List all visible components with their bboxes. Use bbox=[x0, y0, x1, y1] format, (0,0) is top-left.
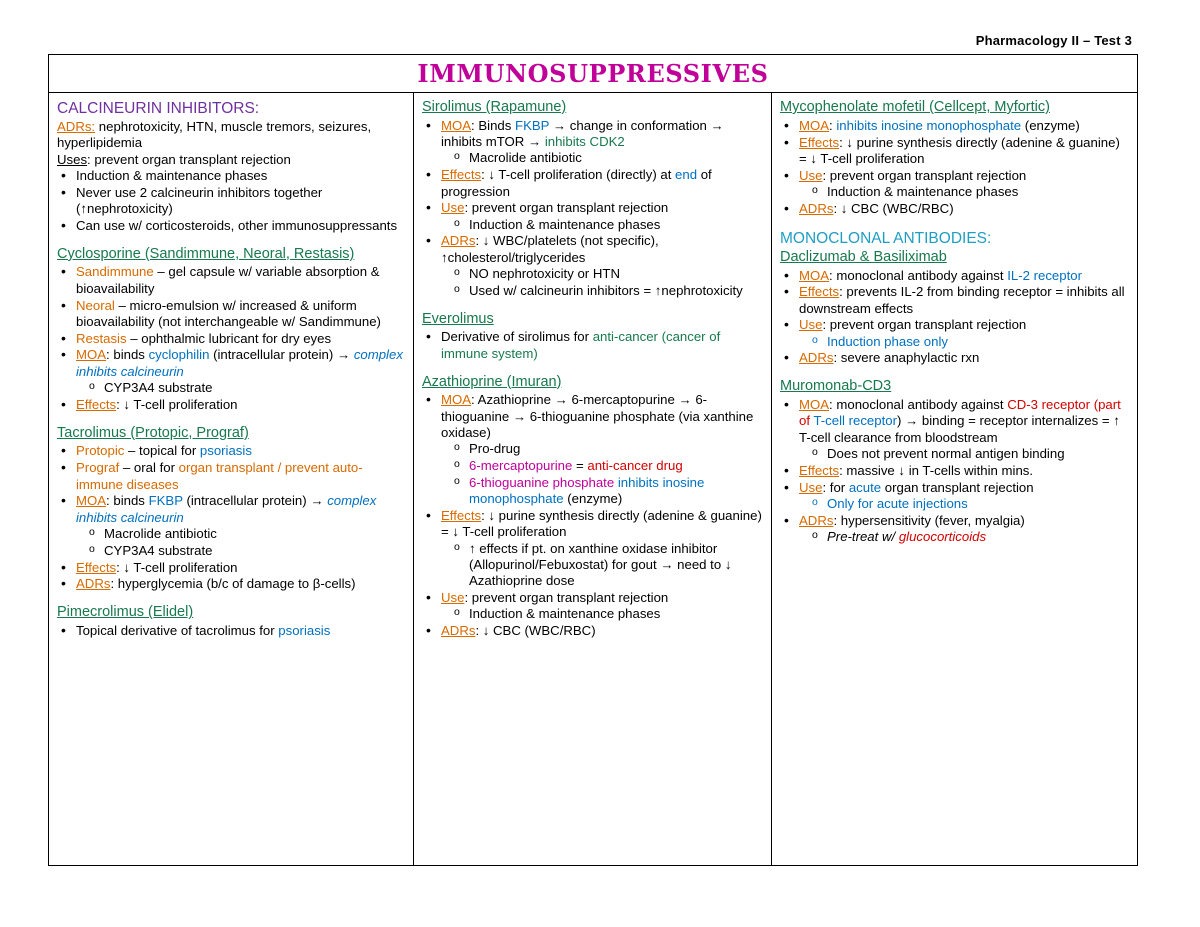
moa-text-d: T-cell receptor bbox=[813, 413, 897, 429]
drug-name-muromonab: Muromonab-CD3 bbox=[780, 378, 892, 395]
uses-label: Uses bbox=[57, 151, 88, 167]
moa-text: : Azathioprine → 6-mercaptopurine → 6-thioguanine → 6-thioguanine phosphate (via xanthine oxidase) bbox=[441, 392, 754, 440]
moa-text-a: : monoclonal antibody against bbox=[829, 267, 1008, 283]
moa-label: MOA bbox=[799, 117, 830, 133]
moa-sub3-a: 6-thioguanine phosphate bbox=[469, 474, 615, 490]
use-text-c: organ transplant rejection bbox=[881, 479, 1034, 495]
moa-label: MOA bbox=[799, 397, 830, 413]
effects-hl: end bbox=[675, 167, 698, 183]
list-item bbox=[76, 443, 405, 459]
moa-sublist bbox=[441, 150, 763, 166]
use-sublist bbox=[799, 184, 1129, 200]
effects-text: : ↓ T-cell proliferation bbox=[116, 396, 238, 412]
list-item bbox=[469, 458, 763, 474]
brand-protopic: Protopic bbox=[76, 443, 125, 459]
drug-name-sirolimus: Sirolimus (Rapamune) bbox=[422, 99, 567, 115]
adrs-label: ADRs: bbox=[57, 119, 96, 135]
effects-text: : prevents IL-2 from binding receptor = inhibits all downstream effects bbox=[799, 284, 1125, 316]
moa-text-a: : monoclonal antibody against bbox=[829, 397, 1008, 413]
moa-target: cyclophilin bbox=[148, 347, 210, 363]
moa-sublist bbox=[799, 446, 1129, 462]
moa-target: FKBP bbox=[515, 117, 550, 133]
use-label: Use bbox=[799, 317, 823, 333]
column-monoclonal-antibodies bbox=[772, 93, 1137, 865]
moa-target: IL-2 receptor bbox=[1007, 267, 1082, 283]
use-sublist bbox=[441, 606, 763, 622]
list-item bbox=[799, 268, 1129, 284]
drug-name-tacrolimus: Tacrolimus (Protopic, Prograf) bbox=[57, 424, 249, 441]
calcineurin-uses-bullets bbox=[57, 168, 405, 234]
list-item: o CYP3A4 substrate bbox=[104, 380, 405, 396]
moa-label: MOA bbox=[441, 117, 472, 133]
list-item bbox=[441, 623, 763, 639]
effects-text-c: of progression bbox=[441, 167, 712, 199]
list-item bbox=[441, 167, 763, 200]
list-item: o ↑ effects if pt. on xanthine oxidase inhibitor (Allopurinol/Febuxostat) for gout → need to ↓ Azathioprine dose bbox=[469, 541, 763, 590]
everolimus-bullets bbox=[422, 329, 763, 362]
adrs-text: : hypersensitivity (fever, myalgia) bbox=[833, 512, 1025, 528]
brand-prograf: Prograf bbox=[76, 460, 120, 476]
list-item bbox=[799, 463, 1129, 479]
list-item: o Macrolide antibiotic bbox=[469, 150, 763, 166]
list-item bbox=[441, 233, 763, 299]
content-table bbox=[48, 54, 1138, 866]
brand-prograf-hl: organ transplant / prevent auto-immune diseases bbox=[76, 460, 363, 492]
moa-label: MOA bbox=[799, 267, 830, 283]
list-item bbox=[799, 168, 1129, 201]
effects-label: Effects bbox=[799, 134, 840, 150]
brand-neoral: Neoral bbox=[76, 297, 115, 313]
list-item: • Never use 2 calcineurin inhibitors together (↑nephrotoxicity) bbox=[76, 185, 405, 218]
calcineurin-uses bbox=[57, 152, 405, 168]
cyclosporine-bullets bbox=[57, 264, 405, 413]
effects-text: : ↓ purine synthesis directly (adenine & guanine) = ↓ T-cell proliferation bbox=[799, 134, 1120, 166]
use-sublist bbox=[441, 217, 763, 233]
list-item bbox=[469, 475, 763, 508]
adrs-sublist bbox=[799, 529, 1129, 545]
sirolimus-bullets bbox=[422, 118, 763, 299]
use-hl: acute bbox=[848, 479, 882, 495]
list-item: o Induction & maintenance phases bbox=[469, 606, 763, 622]
effects-label: Effects bbox=[799, 462, 840, 478]
brand-protopic-text: – topical for bbox=[124, 443, 200, 459]
list-item bbox=[441, 118, 763, 167]
list-item: o Pro-drug bbox=[469, 441, 763, 457]
list-item: o Does not prevent normal antigen binding bbox=[827, 446, 1129, 462]
pimecrolimus-text: Topical derivative of tacrolimus for bbox=[76, 622, 279, 638]
adrs-sub-a: Pre-treat w/ bbox=[827, 528, 899, 544]
list-item bbox=[799, 201, 1129, 217]
page-header-label: Pharmacology II – Test 3 bbox=[975, 33, 1132, 48]
adrs-label: ADRs bbox=[799, 350, 834, 366]
muromonab-bullets bbox=[780, 397, 1129, 545]
effects-text-a: : ↓ T-cell proliferation (directly) at bbox=[481, 167, 676, 183]
moa-text-c: (intracellular protein) → bbox=[209, 347, 351, 363]
use-text-a: : for bbox=[822, 479, 849, 495]
moa-label: MOA bbox=[76, 493, 107, 509]
moa-text-c: (enzyme) bbox=[1021, 117, 1080, 133]
list-item bbox=[76, 347, 405, 396]
list-item bbox=[799, 135, 1129, 168]
moa-label: MOA bbox=[76, 347, 107, 363]
moa-sub3-c: (enzyme) bbox=[563, 491, 623, 507]
adrs-text: : ↓ CBC (WBC/RBC) bbox=[475, 623, 596, 638]
adrs-label: ADRs bbox=[799, 200, 834, 216]
uses-text: : prevent organ transplant rejection bbox=[87, 151, 291, 167]
use-text: : prevent organ transplant rejection bbox=[464, 200, 669, 216]
pimecrolimus-hl: psoriasis bbox=[278, 622, 331, 638]
adrs-text: : hyperglycemia (b/c of damage to β-cells) bbox=[110, 576, 356, 592]
list-item bbox=[76, 493, 405, 559]
effects-sublist bbox=[441, 541, 763, 590]
effects-label: Effects bbox=[799, 284, 840, 300]
list-item bbox=[799, 118, 1129, 134]
list-item: o CYP3A4 substrate bbox=[104, 543, 405, 559]
drug-name-daclizumab: Daclizumab & Basiliximab bbox=[780, 248, 947, 265]
list-item bbox=[799, 397, 1129, 462]
mycophenolate-bullets bbox=[780, 118, 1129, 217]
moa-sublist bbox=[76, 526, 405, 559]
list-item bbox=[76, 560, 405, 576]
everolimus-text: Derivative of sirolimus for bbox=[441, 329, 593, 345]
adrs-text: : ↓ CBC (WBC/RBC) bbox=[833, 200, 954, 216]
adrs-label: ADRs bbox=[799, 512, 834, 528]
moa-sublist bbox=[76, 380, 405, 396]
drug-name-mycophenolate: Mycophenolate mofetil (Cellcept, Myfortic) bbox=[780, 99, 1050, 115]
list-item bbox=[799, 480, 1129, 513]
column-mtor-antimetabolites bbox=[414, 93, 772, 865]
moa-text-c: → change in conformation → inhibits mTOR → bbox=[441, 117, 724, 150]
moa-text-d: complex inhibits calcineurin bbox=[76, 347, 403, 379]
moa-label: MOA bbox=[441, 392, 472, 408]
adrs-label: ADRs bbox=[441, 233, 476, 249]
effects-label: Effects bbox=[441, 167, 482, 183]
adrs-text: : ↓ WBC/platelets (not specific), ↑cholesterol/triglycerides bbox=[441, 233, 659, 265]
moa-text-c: (intracellular protein) → bbox=[182, 493, 324, 509]
brand-prograf-text: – oral for bbox=[119, 460, 179, 476]
brand-sandimmune: Sandimmune bbox=[76, 264, 154, 280]
list-item bbox=[799, 317, 1129, 350]
brand-protopic-hl: psoriasis bbox=[199, 443, 252, 459]
brand-sandimmune-text: – gel capsule w/ variable absorption & bioavailability bbox=[76, 264, 380, 296]
brand-restasis-text: – ophthalmic lubricant for dry eyes bbox=[126, 330, 332, 346]
moa-target: FKBP bbox=[148, 493, 183, 509]
effects-text: : ↓ T-cell proliferation bbox=[116, 559, 238, 575]
effects-text: : ↓ purine synthesis directly (adenine & guanine) = ↓ T-cell proliferation bbox=[441, 507, 762, 540]
everolimus-hl: anti-cancer (cancer of immune system) bbox=[441, 329, 721, 361]
drug-name-cyclosporine: Cyclosporine (Sandimmune, Neoral, Restasis) bbox=[57, 245, 355, 262]
list-item bbox=[76, 460, 405, 493]
use-label: Use bbox=[441, 589, 465, 605]
moa-target: CD-3 receptor bbox=[1007, 397, 1091, 413]
moa-text-a: : binds bbox=[106, 347, 149, 363]
list-item bbox=[799, 513, 1129, 546]
moa-text-d: inhibits CDK2 bbox=[544, 134, 625, 150]
list-item bbox=[827, 529, 1129, 545]
use-label: Use bbox=[441, 200, 465, 216]
azathioprine-bullets bbox=[422, 392, 763, 639]
columns-container bbox=[49, 93, 1137, 865]
list-item: • Induction & maintenance phases bbox=[76, 168, 405, 184]
list-item bbox=[441, 392, 763, 507]
list-item bbox=[441, 200, 763, 233]
drug-name-pimecrolimus: Pimecrolimus (Elidel) bbox=[57, 604, 194, 621]
list-item bbox=[76, 576, 405, 592]
list-item bbox=[441, 329, 763, 362]
list-item bbox=[76, 397, 405, 413]
list-item bbox=[799, 284, 1129, 317]
list-item: o Only for acute injections bbox=[827, 496, 1129, 512]
adrs-label: ADRs bbox=[76, 576, 111, 592]
list-item bbox=[76, 298, 405, 331]
adrs-sublist bbox=[441, 266, 763, 299]
effects-label: Effects bbox=[441, 507, 482, 523]
effects-text: : massive ↓ in T-cells within mins. bbox=[839, 462, 1034, 478]
title-row bbox=[49, 55, 1137, 93]
moa-sub2-b: = bbox=[572, 458, 588, 474]
list-item: • Can use w/ corticosteroids, other immunosuppressants bbox=[76, 218, 405, 234]
drug-name-azathioprine: Azathioprine (Imuran) bbox=[422, 373, 562, 390]
page-title: IMMUNOSUPPRESSIVES bbox=[417, 59, 769, 88]
brand-neoral-text: – micro-emulsion w/ increased & uniform bioavailability (not interchangeable w/ Sandimmune) bbox=[76, 297, 381, 329]
moa-sub2-a: 6-mercaptopurine bbox=[469, 458, 573, 474]
use-sublist bbox=[799, 496, 1129, 512]
use-text: : prevent organ transplant rejection bbox=[822, 317, 1027, 333]
adrs-label: ADRs bbox=[441, 623, 476, 638]
moa-text-a: : binds bbox=[106, 493, 149, 509]
list-item: o Used w/ calcineurin inhibitors = ↑nephrotoxicity bbox=[469, 283, 763, 299]
list-item bbox=[799, 350, 1129, 366]
moa-text-d: complex inhibits calcineurin bbox=[76, 493, 377, 525]
calcineurin-adrs bbox=[57, 119, 405, 152]
column-calcineurin-inhibitors bbox=[49, 93, 414, 865]
brand-restasis: Restasis bbox=[76, 330, 127, 346]
effects-label: Effects bbox=[76, 559, 117, 575]
moa-text-a: : Binds bbox=[471, 117, 516, 133]
effects-label: Effects bbox=[76, 396, 117, 412]
moa-sub3-b: inhibits inosine monophosphate bbox=[469, 474, 705, 507]
use-label: Use bbox=[799, 479, 823, 495]
moa-text-a: : bbox=[829, 117, 837, 133]
list-item: o Induction phase only bbox=[827, 334, 1129, 350]
adrs-text: : severe anaphylactic rxn bbox=[833, 350, 980, 366]
list-item: o Induction & maintenance phases bbox=[827, 184, 1129, 200]
use-text: : prevent organ transplant rejection bbox=[822, 167, 1027, 183]
list-item: o NO nephrotoxicity or HTN bbox=[469, 266, 763, 282]
list-item bbox=[441, 508, 763, 589]
section-title-monoclonal: MONOCLONAL ANTIBODIES: bbox=[780, 229, 992, 247]
tacrolimus-bullets bbox=[57, 443, 405, 592]
pimecrolimus-bullets bbox=[57, 623, 405, 639]
use-sublist bbox=[799, 334, 1129, 350]
moa-target: inhibits inosine monophosphate bbox=[836, 117, 1022, 133]
moa-text-e: ) → binding = receptor internalizes = ↑ T-cell clearance from bloodstream bbox=[799, 413, 1120, 445]
moa-sublist bbox=[441, 441, 763, 507]
moa-sub2-c: anti-cancer drug bbox=[587, 458, 683, 474]
list-item: o Macrolide antibiotic bbox=[104, 526, 405, 542]
drug-name-everolimus: Everolimus bbox=[422, 310, 494, 327]
adrs-sub-b: glucocorticoids bbox=[898, 528, 987, 544]
list-item bbox=[76, 264, 405, 297]
use-label: Use bbox=[799, 167, 823, 183]
section-title-calcineurin: CALCINEURIN INHIBITORS: bbox=[57, 100, 260, 117]
adrs-text: nephrotoxicity, HTN, muscle tremors, seizures, hyperlipidemia bbox=[57, 119, 372, 151]
list-item bbox=[76, 331, 405, 347]
use-text: : prevent organ transplant rejection bbox=[464, 589, 669, 605]
list-item: o Induction & maintenance phases bbox=[469, 217, 763, 233]
list-item bbox=[441, 590, 763, 623]
list-item bbox=[76, 623, 405, 639]
daclizumab-bullets bbox=[780, 268, 1129, 367]
moa-text-c: (part of bbox=[799, 397, 1121, 429]
